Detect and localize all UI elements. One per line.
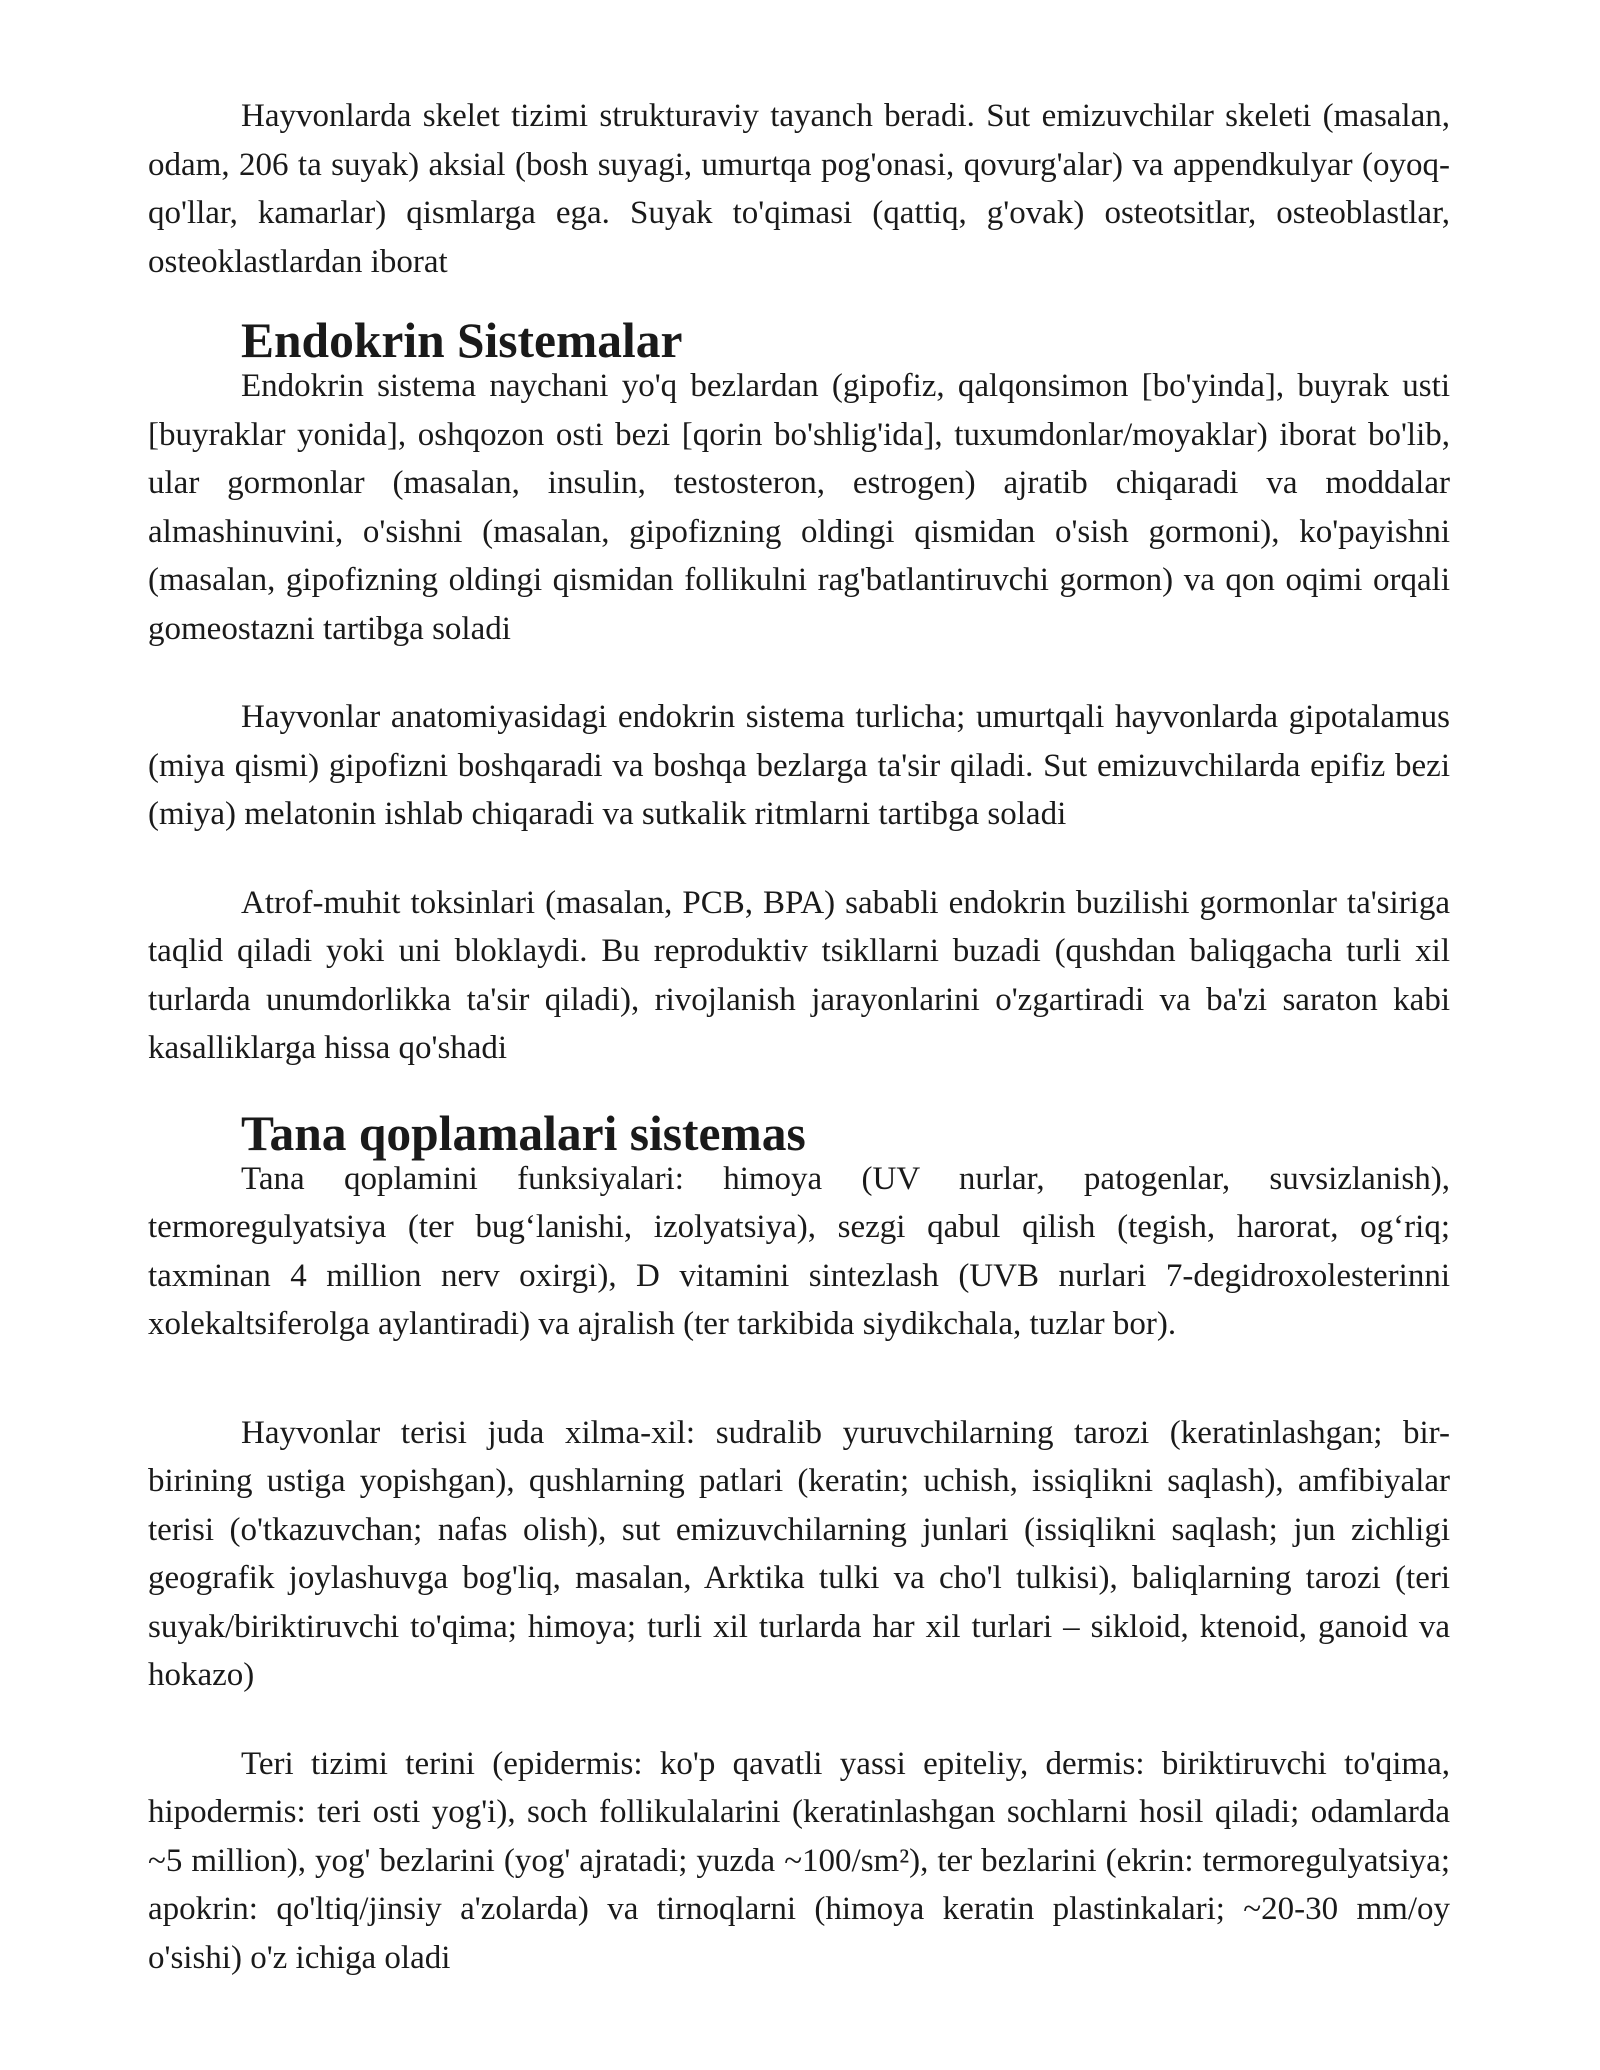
paragraph-skeletal-system: Hayvonlarda skelet tizimi strukturaviy tayanch beradi. Sut emizuvchilar skeleti (masalan, odam, 206 ta suyak) aksial (bosh suyagi, umurtqa pog'onasi, qovurg'alar) va appendkulyar (oyoq-qo'llar, kamarlar) qismlarga ega. Suyak to'qimasi (qattiq, g'ovak) osteotsitlar, osteoblastlar, osteoklastlardan iborat xyxy=(148,98,1450,280)
document-page xyxy=(148,92,1450,1982)
spacer xyxy=(148,1700,1450,1740)
spacer xyxy=(148,839,1450,879)
paragraph-skin-structure: Teri tizimi terini (epidermis: ko'p qavatli yassi epiteliy, dermis: biriktiruvchi to'qima, hipodermis: teri osti yog'i), soch follikulalarini (keratinlashgan sochlarni hosil qiladi; odamlarda ~5 million), yog' bezlarini (yog' ajratadi; yuzda ~100/sm²), ter bezlarini (ekrin: termoregulyatsiya; apokrin: qo'ltiq/jinsiy a'zolarda) va tirnoqlarni (himoya keratin plastinkalari; ~20-30 mm/oy o'sishi) o'z ichiga oladi xyxy=(148,1745,1450,1976)
paragraph-endocrine-glands: Endokrin sistema naychani yo'q bezlardan (gipofiz, qalqonsimon [bo'yinda], buyrak usti [buyraklar yonida], oshqozon osti bezi [qorin bo'shlig'ida], tuxumdonlar/moyaklar) iborat bo'lib, ular gormonlar (masalan, insulin, testosteron, estrogen) ajratib chiqaradi va moddalar almashinuvini, o'sishni (masalan, gipofizning oldingi qismidan o'sish gormoni), ko'payishni (masalan, gipofizning oldingi qismidan follikulni rag'batlantiruvchi gormon) va qon oqimi orqali gomeostazni tartibga soladi xyxy=(148,368,1450,647)
spacer xyxy=(148,1349,1450,1409)
paragraph-animal-skin-diversity: Hayvonlar terisi juda xilma-xil: sudralib yuruvchilarning tarozi (keratinlashgan; bir-birining ustiga yopishgan), qushlarning patlari (keratin; uchish, issiqlikni saqlash), amfibiyalar terisi (o'tkazuvchan; nafas olish), sut emizuvchilarning junlari (issiqlikni saqlash; jun zichligi geografik joylashuvga bog'liq, masalan, Arktika tulki va cho'l tulkisi), baliqlarning tarozi (teri suyak/biriktiruvchi to'qima; himoya; turli xil turlarda har xil turlari – sikloid, ktenoid, ganoid va hokazo) xyxy=(148,1414,1450,1693)
heading-endocrine-systems: Endokrin Sistemalar xyxy=(241,313,683,368)
paragraph-skin-functions: Tana qoplamini funksiyalari: himoya (UV nurlar, patogenlar, suvsizlanish), termoregulyatsiya (ter bug‘lanishi, izolyatsiya), sezgi qabul qilish (tegish, harorat, og‘riq; taxminan 4 million nerv oxirgi), D vitamini sintezlash (UVB nurlari 7-degidroxolesterinni xolekaltsiferolga aylantiradi) va ajralish (ter tarkibida siydikchala, tuzlar bor). xyxy=(148,1160,1450,1342)
heading-integumentary-system: Tana qoplamalari sistemas xyxy=(241,1105,806,1161)
paragraph-endocrine-variation: Hayvonlar anatomiyasidagi endokrin sistema turlicha; umurtqali hayvonlarda gipotalamus (miya qismi) gipofizni boshqaradi va boshqa bezlarga ta'sir qiladi. Sut emizuvchilarda epifiz bezi (miya) melatonin ishlab chiqaradi va sutkalik ritmlarni tartibga soladi xyxy=(148,699,1450,832)
paragraph-endocrine-disruption: Atrof-muhit toksinlari (masalan, PCB, BPA) sababli endokrin buzilishi gormonlar ta'siriga taqlid qiladi yoki uni bloklaydi. Bu reproduktiv tsikllarni buzadi (qushdan baliqgacha turli xil turlarda unumdorlikka ta'sir qiladi), rivojlanish jarayonlarini o'zgartiradi va ba'zi saraton kabi kasalliklarga hissa qo'shadi xyxy=(148,884,1450,1066)
spacer xyxy=(148,653,1450,693)
